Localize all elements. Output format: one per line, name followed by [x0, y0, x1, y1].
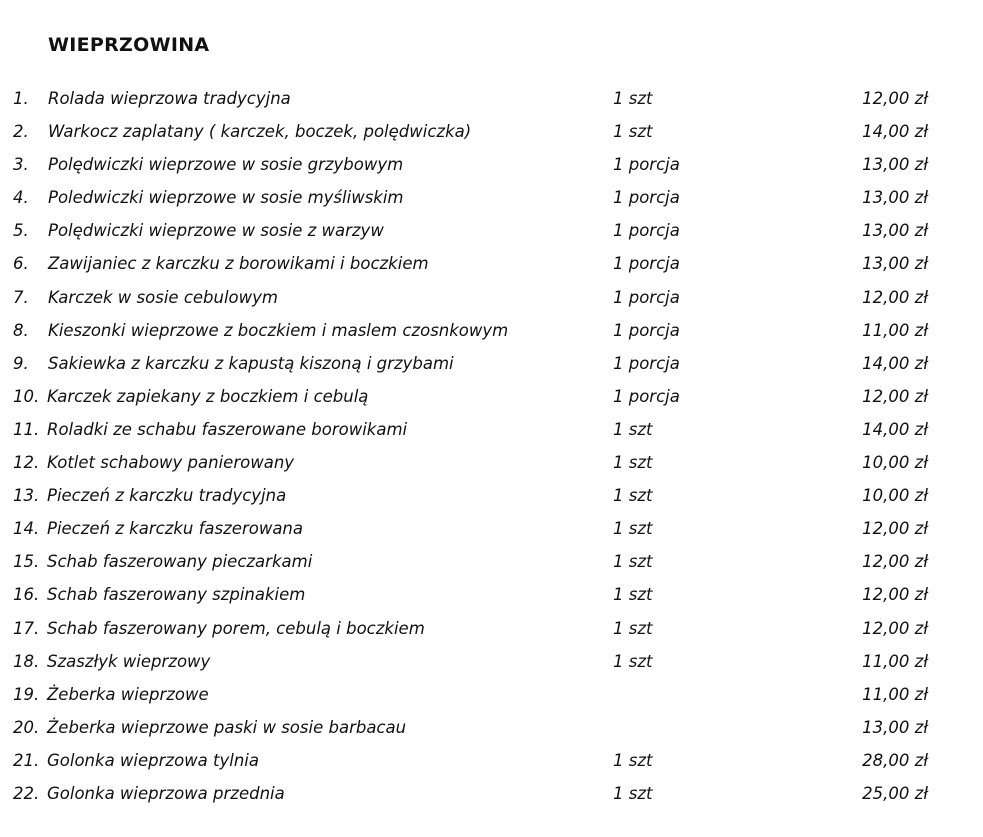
- item-price: 13,00 zł: [862, 221, 928, 241]
- list-item: [0, 82, 983, 115]
- item-number: 12.: [13, 453, 40, 473]
- item-unit: 1 szt: [613, 750, 653, 770]
- list-item: [0, 380, 983, 413]
- list-item: [0, 413, 983, 446]
- item-price: 10,00 zł: [862, 453, 928, 473]
- item-number: 15.: [13, 552, 40, 572]
- item-price: 12,00 zł: [862, 552, 928, 572]
- item-number: 5.: [13, 221, 29, 241]
- item-unit: 1 szt: [613, 519, 653, 539]
- list-item: [0, 578, 983, 611]
- item-name: Żeberka wieprzowe: [47, 684, 209, 704]
- list-item: [0, 612, 983, 645]
- item-number: 1.: [13, 89, 29, 108]
- item-number: 9.: [13, 353, 29, 373]
- list-item: [0, 512, 983, 545]
- list-item: [0, 545, 983, 578]
- item-number: 4.: [13, 188, 29, 208]
- item-number: 2.: [13, 122, 29, 142]
- item-price: 12,00 zł: [862, 89, 928, 108]
- item-unit: 1 porcja: [613, 287, 680, 307]
- item-number: 11.: [13, 419, 40, 439]
- item-price: 12,00 zł: [862, 386, 928, 406]
- item-name: Sakiewka z karczku z kapustą kiszoną i grzybami: [48, 353, 454, 373]
- item-price: 10,00 zł: [862, 486, 928, 506]
- item-name: Poledwiczki wieprzowe w sosie myśliwskim: [48, 188, 404, 208]
- item-number: 20.: [13, 717, 40, 737]
- item-unit: 1 porcja: [613, 155, 680, 175]
- item-name: Zawijaniec z karczku z borowikami i boczkiem: [48, 254, 429, 274]
- item-number: 3.: [13, 155, 29, 175]
- item-name: Karczek zapiekany z boczkiem i cebulą: [47, 386, 369, 406]
- item-name: Karczek w sosie cebulowym: [48, 287, 278, 307]
- item-name: Schab faszerowany szpinakiem: [47, 585, 306, 605]
- item-unit: 1 szt: [613, 618, 653, 638]
- item-unit: 1 porcja: [613, 386, 680, 406]
- item-number: 21.: [13, 750, 40, 770]
- list-item: [0, 479, 983, 512]
- item-number: 16.: [13, 585, 40, 605]
- item-name: Schab faszerowany porem, cebulą i boczkiem: [47, 618, 425, 638]
- item-price: 28,00 zł: [862, 750, 928, 770]
- item-price: 13,00 zł: [862, 188, 928, 208]
- item-unit: 1 porcja: [613, 320, 680, 340]
- list-item: [0, 777, 983, 810]
- item-number: 13.: [13, 486, 40, 506]
- item-unit: 1 szt: [613, 585, 653, 605]
- item-price: 12,00 zł: [862, 618, 928, 638]
- item-name: Golonka wieprzowa przednia: [47, 783, 285, 803]
- list-item: [0, 347, 983, 380]
- menu-list: [0, 82, 983, 810]
- item-number: 7.: [13, 287, 29, 307]
- item-name: Schab faszerowany pieczarkami: [47, 552, 313, 572]
- item-price: 11,00 zł: [862, 651, 928, 671]
- item-name: Polędwiczki wieprzowe w sosie grzybowym: [48, 155, 404, 175]
- item-price: 11,00 zł: [862, 684, 928, 704]
- list-item: [0, 214, 983, 247]
- item-unit: 1 porcja: [613, 254, 680, 274]
- list-item: [0, 711, 983, 744]
- item-unit: 1 szt: [613, 783, 653, 803]
- item-unit: 1 szt: [613, 651, 653, 671]
- item-unit: 1 szt: [613, 419, 653, 439]
- item-unit: 1 porcja: [613, 188, 680, 208]
- item-number: 14.: [13, 519, 40, 539]
- item-name: Golonka wieprzowa tylnia: [47, 750, 259, 770]
- list-item: [0, 115, 983, 148]
- item-price: 13,00 zł: [862, 155, 928, 175]
- item-number: 10.: [13, 386, 40, 406]
- item-number: 19.: [13, 684, 40, 704]
- item-unit: 1 szt: [613, 552, 653, 572]
- item-name: Pieczeń z karczku faszerowana: [47, 519, 303, 539]
- item-name: Kieszonki wieprzowe z boczkiem i maslem czosnkowym: [48, 320, 509, 340]
- item-name: Polędwiczki wieprzowe w sosie z warzyw: [48, 221, 384, 241]
- list-item: [0, 645, 983, 678]
- item-number: 17.: [13, 618, 40, 638]
- item-unit: 1 porcja: [613, 353, 680, 373]
- item-name: Roladki ze schabu faszerowane borowikami: [47, 419, 408, 439]
- item-number: 8.: [13, 320, 29, 340]
- item-price: 25,00 zł: [862, 783, 928, 803]
- item-number: 6.: [13, 254, 29, 274]
- item-price: 14,00 zł: [862, 419, 928, 439]
- item-price: 14,00 zł: [862, 122, 928, 142]
- list-item: [0, 678, 983, 711]
- list-item: [0, 148, 983, 181]
- item-name: Szaszłyk wieprzowy: [47, 651, 211, 671]
- item-name: Rolada wieprzowa tradycyjna: [48, 89, 291, 108]
- list-item: [0, 247, 983, 280]
- item-number: 22.: [13, 783, 40, 803]
- item-price: 11,00 zł: [862, 320, 928, 340]
- list-item: [0, 744, 983, 777]
- item-unit: 1 szt: [613, 89, 653, 108]
- item-price: 12,00 zł: [862, 585, 928, 605]
- item-name: Pieczeń z karczku tradycyjna: [47, 486, 287, 506]
- item-name: Warkocz zaplatany ( karczek, boczek, polędwiczka): [48, 122, 472, 142]
- item-name: Żeberka wieprzowe paski w sosie barbacau: [47, 717, 407, 737]
- list-item: [0, 181, 983, 214]
- list-item: [0, 314, 983, 347]
- item-name: Kotlet schabowy panierowany: [47, 453, 295, 473]
- page-title: WIEPRZOWINA: [48, 34, 210, 56]
- item-price: 13,00 zł: [862, 717, 928, 737]
- item-number: 18.: [13, 651, 40, 671]
- list-item: [0, 446, 983, 479]
- item-price: 14,00 zł: [862, 353, 928, 373]
- list-item: [0, 281, 983, 314]
- item-unit: 1 szt: [613, 486, 653, 506]
- item-unit: 1 szt: [613, 122, 653, 142]
- item-unit: 1 szt: [613, 453, 653, 473]
- item-price: 12,00 zł: [862, 287, 928, 307]
- item-price: 12,00 zł: [862, 519, 928, 539]
- item-unit: 1 porcja: [613, 221, 680, 241]
- item-price: 13,00 zł: [862, 254, 928, 274]
